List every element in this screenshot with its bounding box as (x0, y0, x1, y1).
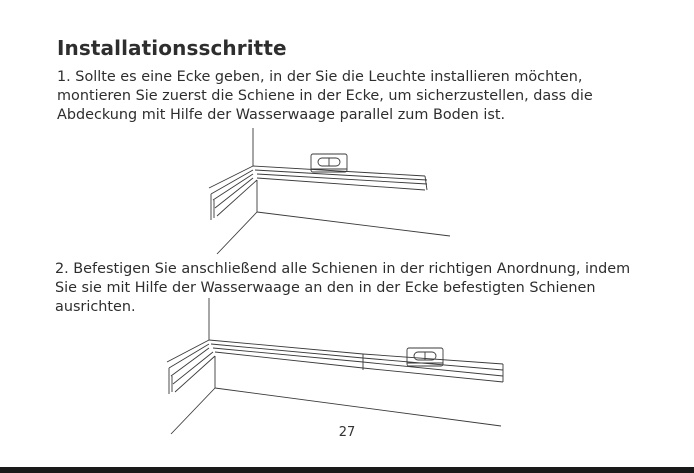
bottom-divider (0, 467, 694, 473)
step-1-line: 1. Sollte es eine Ecke geben, in der Sie die Leuchte installieren möchten, (57, 69, 583, 85)
step-1-text (57, 68, 593, 125)
step-2-line: ausrichten. (55, 299, 136, 315)
page-title: Installationsschritte (57, 36, 287, 60)
step-1-line: Abdeckung mit Hilfe der Wasserwaage parallel zum Boden ist. (57, 107, 506, 123)
step-2-line: Sie sie mit Hilfe der Wasserwaage an den in der Ecke befestigten Schienen (55, 280, 596, 296)
corner-rail-level-illustration (205, 128, 455, 258)
step-2-line: 2. Befestigen Sie anschließend alle Schienen in der richtigen Anordnung, indem (55, 261, 631, 277)
aligned-rails-level-illustration (163, 298, 508, 438)
step-1-line: montieren Sie zuerst die Schiene in der Ecke, um sicherzustellen, dass die (57, 88, 593, 104)
page-number: 27 (338, 425, 356, 440)
